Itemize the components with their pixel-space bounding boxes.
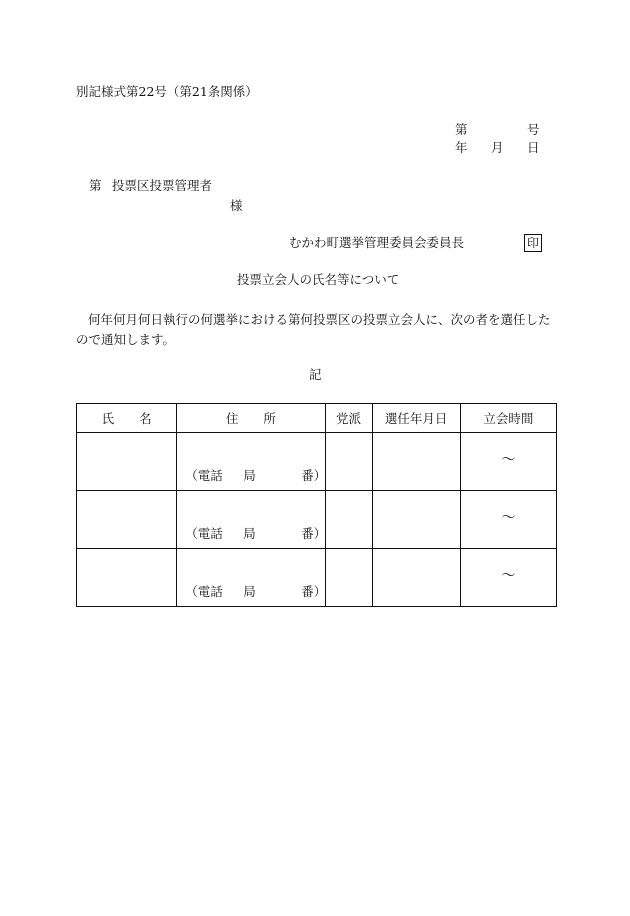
document-subject: 投票立会人の氏名等について [237,272,400,287]
phone-number-label: 番） [301,525,327,541]
phone-open-label: （電話 [185,583,223,599]
seal-mark: 印 [524,234,542,252]
appointment-date-cell [372,491,460,549]
phone-exchange-label: 局 [243,525,256,541]
sender-name: むかわ町選挙管理委員会委員長 [289,235,465,250]
phone-exchange-label: 局 [243,583,256,599]
phone-exchange-label: 局 [243,467,256,483]
address-cell [177,491,325,549]
name-cell [77,491,177,549]
address-cell [177,549,325,607]
phone-number-label: 番） [301,467,327,483]
party-cell [325,491,372,549]
header-appointment-date: 選任年月日 [372,404,460,433]
phone-line [177,467,327,483]
header-name: 氏 名 [77,404,177,433]
table-row [77,549,557,607]
attendance-time-cell [460,549,556,607]
observer-table [76,403,557,607]
table-header-row [77,404,557,433]
party-cell [325,433,372,491]
phone-number-label: 番） [301,583,327,599]
name-cell [77,433,177,491]
recipient-title: 投票区投票管理者 [112,178,213,193]
document-number-suffix: 号 [527,122,540,137]
phone-line [177,583,327,599]
address-cell [177,433,325,491]
date-year-label: 年 [455,140,468,155]
time-range-tilde: ～ [501,568,516,584]
party-cell [325,549,372,607]
document-number-prefix: 第 [455,122,468,137]
ki-heading: 記 [309,367,322,382]
header-attendance-time: 立会時間 [460,404,556,433]
appointment-date-cell [372,549,460,607]
recipient-prefix: 第 [89,178,102,193]
header-party: 党派 [325,404,372,433]
name-cell [77,549,177,607]
attendance-time-cell [460,433,556,491]
phone-open-label: （電話 [185,525,223,541]
time-range-tilde: ～ [501,510,516,526]
header-address: 住 所 [177,404,325,433]
time-range-tilde: ～ [501,452,516,468]
date-day-label: 日 [527,140,540,155]
table-row [77,433,557,491]
phone-open-label: （電話 [185,467,223,483]
attendance-time-cell [460,491,556,549]
form-number: 別記様式第22号（第21条関係） [76,84,258,99]
recipient-honorific: 様 [230,198,243,213]
phone-line [177,525,327,541]
body-paragraph: 何年何月何日執行の何選挙における第何投票区の投票立会人に、次の者を選任したので通知します。 [76,312,551,347]
table-row [77,491,557,549]
date-month-label: 月 [491,140,504,155]
appointment-date-cell [372,433,460,491]
